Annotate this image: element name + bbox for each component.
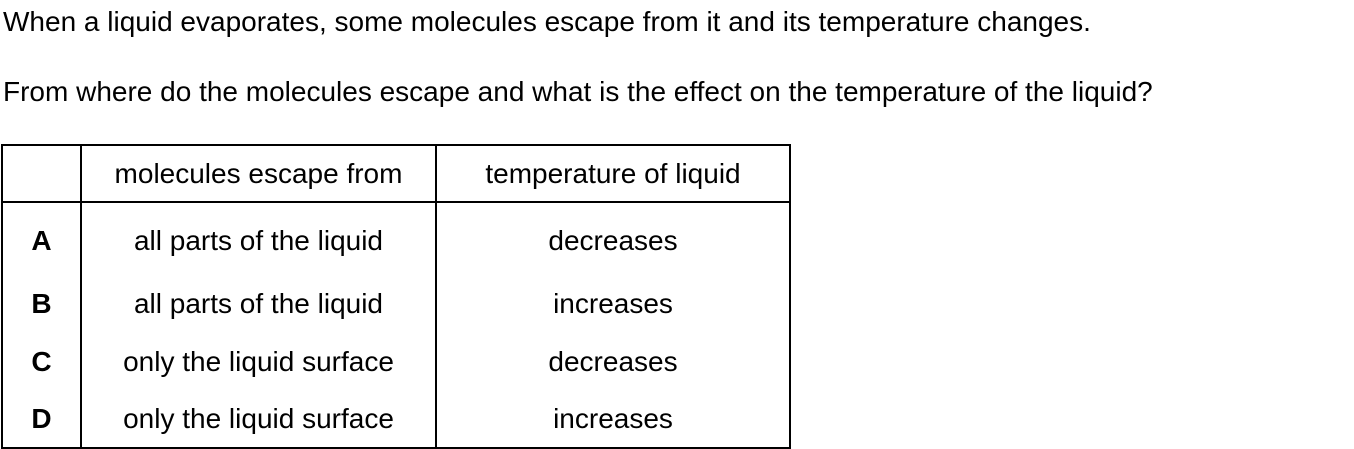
question-prompt: From where do the molecules escape and what is the effect on the temperature of the liquid? [3,76,1153,107]
option-temperature: decreases [436,333,790,391]
option-key: C [2,333,81,391]
option-escape-from: only the liquid surface [81,333,436,391]
option-key: B [2,275,81,333]
header-key-cell [2,145,81,202]
option-escape-from: all parts of the liquid [81,275,436,333]
answer-options-table [1,144,791,449]
option-escape-from: only the liquid surface [81,391,436,448]
option-temperature: decreases [436,202,790,275]
table-row-c [2,333,790,391]
table-row-d [2,391,790,448]
option-key: D [2,391,81,448]
table-header-row [2,145,790,202]
option-temperature: increases [436,391,790,448]
question-intro: When a liquid evaporates, some molecules escape from it and its temperature changes. [3,6,1091,37]
option-temperature: increases [436,275,790,333]
table-row-a [2,202,790,275]
header-temperature-of-liquid: temperature of liquid [436,145,790,202]
option-escape-from: all parts of the liquid [81,202,436,275]
header-molecules-escape-from: molecules escape from [81,145,436,202]
table-row-b [2,275,790,333]
option-key: A [2,202,81,275]
